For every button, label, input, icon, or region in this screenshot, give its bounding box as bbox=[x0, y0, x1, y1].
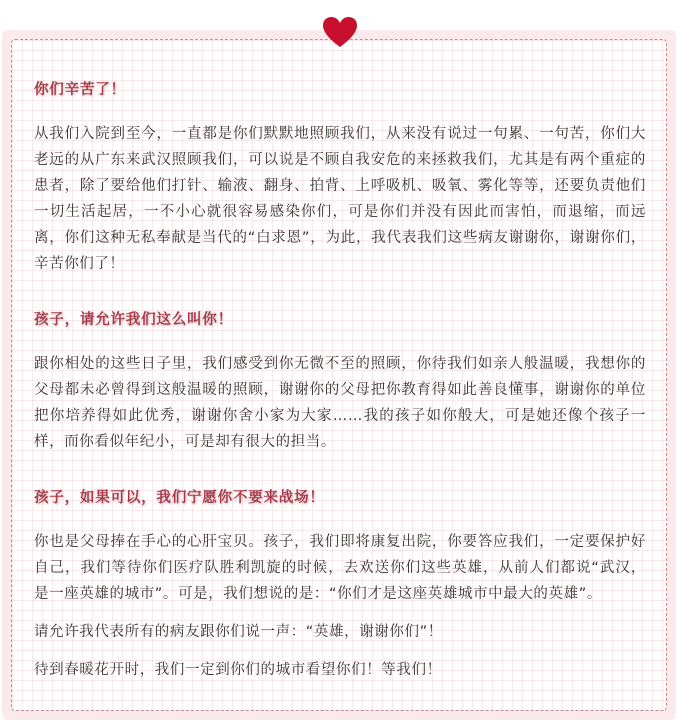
heart-icon bbox=[322, 16, 358, 48]
paragraph: 待到春暖花开时，我们一定到你们的城市看望你们！等我们！ bbox=[34, 662, 442, 678]
section-heading: 你们辛苦了！ bbox=[34, 82, 126, 98]
letter-content bbox=[34, 50, 646, 695]
paragraph: 从我们入院到至今，一直都是你们默默地照顾我们，从来没有说过一句累、一句苦，你们大老远的从广东来武汉照顾我们，可以说是不顾自我安危的来拯救我们，尤其是有两个重症的患者，除了要给他们打针、输液、翻身、拍背、上呼吸机、吸氧、雾化等等，还要负责他们一切生活起居，一不小心就很容易感染你们，可是你们并没有因此而害怕，而退缩，而远离，你们这种无私奉献是当代的“白求恩”，为此，我代表我们这些病友谢谢你，谢谢你们，辛苦你们了！ bbox=[34, 126, 646, 272]
paragraph: 你也是父母捧在手心的心肝宝贝。孩子，我们即将康复出院，你要答应我们，一定要保护好自己，我们等待你们医疗队胜利凯旋的时候，去欢送你们这些英雄，从前人们都说“武汉，是一座英雄的城市”。可是，我们想说的是：“你们才是这座英雄城市中最大的英雄”。 bbox=[34, 534, 646, 602]
section-heading: 孩子，如果可以，我们宁愿你不要来战场！ bbox=[34, 490, 325, 506]
paragraph: 跟你相处的这些日子里，我们感受到你无微不至的照顾，你待我们如亲人般温暖，我想你的父母都未必曾得到这般温暖的照顾，谢谢你的父母把你教育得如此善良懂事，谢谢你的单位把你培养得如此优秀，谢谢你舍小家为大家……我的孩子如你般大，可是她还像个孩子一样，而你看似年纪小，可是却有很大的担当。 bbox=[34, 356, 646, 450]
section-heading: 孩子，请允许我们这么叫你！ bbox=[34, 312, 233, 328]
paragraph: 请允许我代表所有的病友跟你们说一声：“英雄，谢谢你们”！ bbox=[34, 624, 443, 640]
